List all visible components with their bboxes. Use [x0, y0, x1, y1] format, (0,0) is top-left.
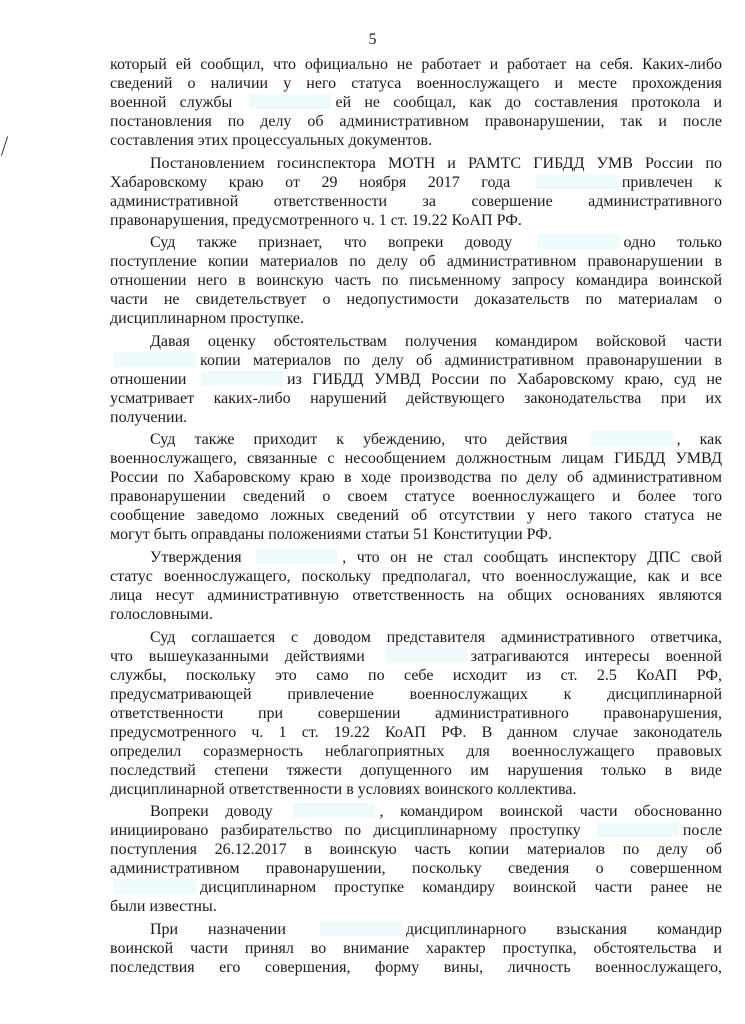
text-line: [110, 290, 722, 309]
text-segment: воинской части принял во внимание характер проступка, обстоятельства и: [110, 939, 722, 957]
text-segment: постановления по делу об административном правонарушении, так и после: [110, 113, 722, 130]
text-segment: отношении: [110, 370, 187, 388]
text-segment: части не свидетельствует о недопустимости доказательств по материалам о: [110, 291, 722, 309]
text-segment: дисциплинарной ответственности в условиях воинского коллектива.: [110, 780, 577, 798]
text-line: [110, 468, 722, 487]
text-line: [110, 370, 722, 389]
redacted-name: [293, 803, 375, 818]
text-segment: составления этих процессуальных документов.: [110, 132, 433, 149]
text-line: [110, 605, 722, 624]
text-line: [110, 449, 722, 468]
text-line: [110, 802, 722, 821]
text-segment: инициировано разбирательство по дисциплинарному проступку: [110, 822, 581, 840]
text-line: [110, 548, 722, 567]
text-line: [110, 723, 722, 742]
paragraph: [110, 548, 722, 624]
text-segment: могут быть оправданы положениями статьи 51 Конституции РФ.: [110, 526, 552, 544]
text-line: [110, 252, 722, 271]
text-segment: службы, поскольку это само по себе исходит из ст. 2.5 КоАП РФ,: [110, 666, 722, 684]
text-line: [110, 920, 722, 939]
paragraph: [110, 332, 722, 427]
text-segment: дисциплинарном проступке.: [110, 310, 304, 328]
text-line: [110, 780, 722, 799]
text-segment: военной службы: [110, 94, 233, 111]
paragraph: [110, 430, 722, 544]
paragraph: [110, 628, 722, 799]
text-segment: правонарушении сведений о своем статусе военнослужащего и более того: [110, 488, 722, 506]
text-segment: административном правонарушении, поскольку сведения о совершенном: [110, 860, 722, 878]
text-line: [110, 112, 722, 131]
text-segment: правонарушения, предусмотренного ч. 1 ст. 19.22 КоАП РФ.: [110, 211, 522, 229]
text-line: [110, 704, 722, 723]
text-line: [110, 131, 722, 150]
text-line: [110, 309, 722, 328]
text-line: [110, 487, 722, 506]
text-line: [110, 154, 722, 173]
text-line: [110, 271, 722, 290]
text-line: [110, 93, 722, 112]
text-segment: лица несут административную ответственность на общих основаниях являются: [110, 586, 722, 604]
text-segment: , что он не стал сообщать инспектору ДПС свой: [342, 548, 723, 566]
text-segment: поступления 26.12.2017 в воинскую часть копии материалов по делу об: [110, 841, 722, 859]
redacted-name: [591, 431, 673, 446]
text-segment: военнослужащего, связанные с несообщением должностным лицам ГИБДД УМВД: [110, 450, 722, 468]
text-line: [110, 586, 722, 605]
text-segment: Суд также признает, что вопреки доводу: [150, 234, 513, 252]
text-line: [110, 761, 722, 780]
page-number: 5: [368, 31, 377, 48]
redacted-name: [385, 648, 467, 663]
redacted-name: [320, 921, 402, 936]
redacted-name: [201, 371, 283, 386]
text-segment: усматривает каких-либо нарушений действующего законодательства при их: [110, 389, 722, 407]
text-line: [110, 878, 722, 897]
text-segment: предусмотренного ч. 1 ст. 19.22 КоАП РФ. В данном случае законодатель: [110, 723, 722, 741]
text-line: [110, 821, 722, 840]
document-body: [110, 55, 722, 980]
redacted-name: [249, 94, 331, 109]
text-segment: что вышеуказанными действиями: [110, 647, 365, 665]
text-line: [110, 859, 722, 878]
text-line: [110, 55, 722, 74]
text-segment: Суд соглашается с доводом представителя административного ответчика,: [150, 628, 722, 646]
text-segment: сообщение заведомо ложных сведений об отсутствии у него такого статуса не: [110, 507, 722, 525]
text-segment: привлечен к: [621, 173, 723, 191]
text-line: [110, 897, 722, 916]
text-segment: из ГИБДД УМВД России по Хабаровскому краю, суд не: [286, 370, 723, 388]
paragraph: [110, 802, 722, 916]
text-line: [110, 506, 722, 525]
text-segment: получении.: [110, 408, 188, 426]
text-segment: копии материалов по делу об административном правонарушении в: [200, 351, 722, 369]
text-line: [110, 211, 722, 230]
text-segment: отношении него в воинскую часть по письменному запросу командира воинской: [110, 272, 722, 290]
paragraph: [110, 920, 722, 977]
text-segment: дисциплинарном проступке командиру воинской части ранее не: [200, 879, 722, 897]
margin-pen-mark: [1, 136, 8, 155]
text-segment: одно только: [623, 234, 723, 252]
text-line: [110, 351, 722, 370]
text-segment: были известны.: [110, 898, 217, 916]
text-segment: последствий степени тяжести допущенного им нарушения только в виде: [110, 761, 722, 779]
text-line: [110, 685, 722, 704]
redacted-name: [256, 549, 338, 564]
text-segment: после: [682, 822, 723, 840]
text-segment: голословными.: [110, 605, 213, 623]
text-segment: Вопреки доводу: [150, 803, 273, 821]
text-line: [110, 666, 722, 685]
text-segment: Постановлением госинспектора МОТН и РАМТС ГИБДД УМВ России по: [150, 154, 722, 172]
text-line: [110, 430, 722, 449]
text-line: [110, 192, 722, 211]
text-line: [110, 173, 722, 192]
text-segment: При назначении: [150, 920, 286, 938]
text-segment: статус военнослужащего, поскольку предполагал, что военнослужащие, как и все: [110, 567, 722, 585]
text-segment: , как: [676, 431, 722, 449]
text-line: [110, 628, 722, 647]
redacted-name: [538, 234, 620, 249]
text-segment: дисциплинарного взыскания командир: [405, 920, 722, 938]
text-segment: последствия его совершения, форму вины, личность военнослужащего,: [110, 958, 722, 976]
paragraph: [110, 154, 722, 230]
text-segment: затрагиваются интересы военной: [470, 647, 722, 665]
redacted-name: [114, 352, 196, 367]
text-segment: Утверждения: [150, 548, 242, 566]
text-line: [110, 389, 722, 408]
text-segment: поступление копии материалов по делу об административном правонарушении в: [110, 253, 722, 271]
text-line: [110, 567, 722, 586]
text-line: [110, 939, 722, 958]
text-line: [110, 840, 722, 859]
text-line: [110, 647, 722, 666]
text-line: [110, 233, 722, 252]
text-segment: Давая оценку обстоятельствам получения командиром войсковой части: [150, 332, 722, 350]
text-segment: Хабаровскому краю от 29 ноября 2017 года: [110, 173, 511, 191]
redacted-name: [114, 879, 196, 894]
text-line: [110, 74, 722, 93]
text-segment: предусматривающей привлечение военнослужащих к дисциплинарной: [110, 685, 722, 703]
paragraph: [110, 233, 722, 328]
text-segment: ей не сообщал, как до составления протокола и: [335, 94, 723, 111]
text-line: [110, 958, 722, 977]
text-line: [110, 742, 722, 761]
text-segment: ответственности при совершении административного правонарушения,: [110, 704, 722, 722]
text-segment: , командиром воинской части обоснованно: [379, 803, 723, 821]
redacted-name: [536, 174, 618, 189]
text-line: [110, 525, 722, 544]
text-segment: определил соразмерность неблагоприятных для военнослужащего правовых: [110, 742, 722, 760]
text-line: [110, 332, 722, 351]
text-segment: сведений о наличии у него статуса военнослужащего и месте прохождения: [110, 75, 722, 92]
paragraph: [110, 55, 722, 150]
redacted-name: [597, 822, 679, 837]
text-segment: административной ответственности за совершение административного: [110, 192, 722, 210]
text-segment: России по Хабаровскому краю в ходе производства по делу об административном: [110, 469, 722, 487]
text-line: [110, 408, 722, 427]
text-segment: который ей сообщил, что официально не работает и работает на себя. Каких-либо: [110, 56, 722, 73]
text-segment: Суд также приходит к убеждению, что действия: [150, 431, 568, 449]
